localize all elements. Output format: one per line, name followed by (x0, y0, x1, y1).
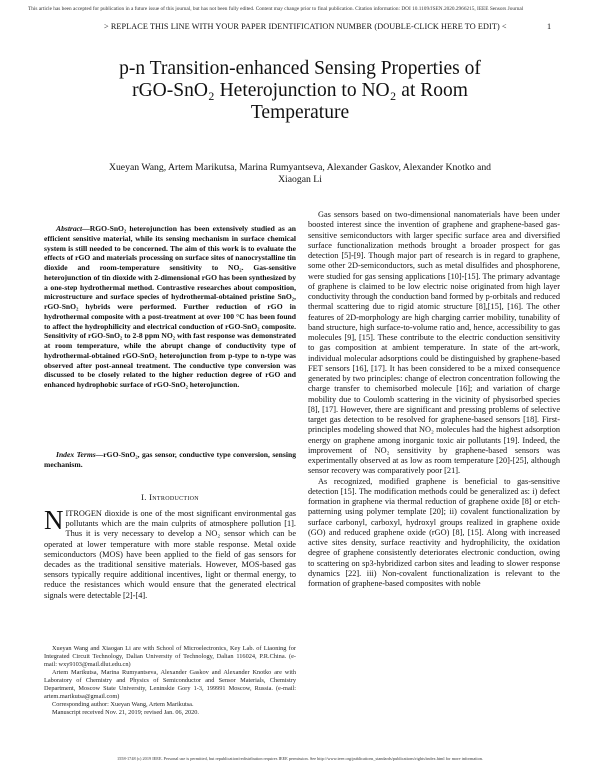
index-terms (44, 450, 296, 470)
footnote-received: Manuscript received Nov. 21, 2019; revised Jan. 06, 2020. (52, 709, 200, 716)
index-terms-lead: Index Terms (56, 450, 96, 459)
title-line-3: Temperature (250, 102, 350, 123)
footnote-corresponding: Corresponding author: Xueyan Wang, Artem Marikutsa. (52, 701, 194, 708)
author-footnotes (44, 645, 296, 717)
footnote-affiliation-2: Artem Marikutsa, Marina Rumyantseva, Alexander Gaskov and Alexander Knotko are with Laboratory of Chemistry and Physics of Semiconductor and Sensor Materials, Chemistry Department, Moscow State University, Leninskie Gory 1-3, 199991 Moscow, Russia. (e-mail: artem.marikutsa@gmail.com) (44, 669, 296, 700)
publication-notice: This article has been accepted for publication in a future issue of this journal, but has not been fully edited. Content may change prior to final publication. Citation information: DOI 10.1109/JSEN.2020.2966215, IEEE Sensors Journal (28, 6, 524, 12)
abstract (44, 224, 296, 390)
index-terms-text: —rGO-SnO₂, gas sensor, conductive type conversion, sensing mechanism. (44, 450, 296, 469)
footnote-affiliation-1: Xueyan Wang and Xiaogan Li are with School of Microelectronics, Key Lab. of Liaoning for Integrated Circuit Technology, Dalian University of Technology, Dalian 116024, P.R.China. (e-mail: wxy9103@mail.dlut.edu.cn) (44, 645, 296, 668)
paper-id-placeholder: > REPLACE THIS LINE WITH YOUR PAPER IDENTIFICATION NUMBER (DOUBLE-CLICK HERE TO EDIT) < (104, 22, 507, 31)
intro-first-word: ITROGEN (65, 509, 102, 518)
paper-title (40, 58, 560, 124)
introduction-paragraph (44, 505, 296, 601)
section-heading (44, 492, 296, 502)
body-paragraph-2: As recognized, modified graphene is beneficial to gas-sensitive detection [15]. The modification methods could be generalized as: i) defect formation in graphene via thermal reduction of graphene oxide [8] or etch-patterning using polymer template [20]; ii) covalent functionalization by surface carbonyl, carboxyl, hydroxyl groups realized in graphene oxide (GO) and reduced graphene oxide (rGO) [8], [15]. Along with increased active sites density, surface reactivity and hydrophilicity, the oxidation degree of graphene consistently deteriorates electronic conduction, owing to scattering on sp3-hybridized carbon sites and leading to slower response dynamics [22]. iii) Non-covalent functionalization is relevant to the formation of graphene-based composites with noble (308, 476, 560, 588)
section-number: I. (141, 492, 147, 502)
intro-text: dioxide is one of the most significant environmental gas pollutants which are the main culprits of atmosphere pollution [1]. Thus it is very necessary to develop a NO₂ sensor which can be operated at lower temperature with more stable response. Metal oxide semiconductors (MOS) have been applied to the field of gas sensors for decades as the traditional sensitive materials. However, MOS-based gas sensors typically require additional incentives, light or thermal energy, to reduce the resistances which would ensure that the generated electrical signals were detectable [2]-[4]. (44, 509, 296, 600)
abstract-text: —RGO-SnO₂ heterojunction has been extensively studied as an efficient sensitive material, while its sensing mechanism in surface chemical system is still needed to be concerned. The aim of this work is to evaluate the effects of rGO and materials processing on surface sites of nanocrystalline tin dioxide and room-temperature sensitivity to NO₂. Gas-sensitive heterojunction of tin dioxide with 2-dimensional rGO has been synthesized by a one-step hydrothermal method. Contrastive researches about composition, microstructure and surface species of hydrothermal-obtained pristine SnO₂, rGO-SnO₂ hybrids were performed. Further reduction of rGO in hydrothermal composite with a post-treatment at over 100 °C has been found to affect the hydrophilicity and electrical conduction of rGO-SnO₂ composite. Sensitivity of rGO-SnO₂ to 2-8 ppm NO₂ with fast response was demonstrated at room temperature, while the abrupt change of conductivity type of hydrothermal-obtained rGO-SnO₂ heterojunction from p-type to n-type was observed after post-anneal treatment. The conductive type conversion was discussed to be closely related to the higher reduction degree of rGO and enhanced hydrophobic surface of rGO-SnO₂ heterojunction. (44, 224, 296, 389)
title-line-2: rGO-SnO₂ Heterojunction to NO₂ at Room (132, 80, 468, 101)
page-number: 1 (547, 22, 552, 31)
authors-line-2: Xiaogan Li (278, 173, 322, 185)
drop-cap: N (44, 505, 64, 535)
author-list (60, 162, 540, 185)
body-paragraph-1: Gas sensors based on two-dimensional nanomaterials have been under boosted interest since the invention of graphene and graphene-based gas-sensitive semiconductors with larger specific surface area and diversified surface functionalization methods brought a broader prospect for gas detection [5]-[9]. Though major part of research is in regard to graphene, some other 2D-semiconductors, such as metal disulfides and phosphorene, were studied for gas sensing applications [10]-[15]. The primary advantage of graphene is claimed to be low electric noise originated from high layer conductivity through the conduction band formed by p-orbitals and reduced thermal scattering due to rigid atomic structure [8],[15], [16]. The other features of 2D-morphology are high charging carrier mobility, tunability of band structure, high surface-to-volume ratio and, hence, accessibility to gas molecules [9], [15]. These contribute to the electric conduction sensitivity to gas composition at ambient temperature. In state of the art-work, individual molecular adsorptions could be distinguished by graphene-based FET sensors [16], [17]. It has been considered to be a mixed consequence generated by two principles: change of electron concentration following the charge transfer to chemisorbed molecule [16]; and variation of charge mobility due to Coulomb scattering in the vicinity of physisorbed species [8], [17]. However, there are significant and pressing problems of selective target gas detection to be resolved for graphene-based sensors [18]. First-principles modeling showed that NO₂ molecules had the highest adsorption energy on graphene among inorganic toxic air pollutants [19]. Indeed, the improvement of NO₂ sensitivity by graphene-based sensors was experimentally observed at as low as room temperature [20]-[25], although sensor recovery was comparatively poor [21]. (308, 210, 560, 476)
section-title: Introduction (149, 492, 199, 502)
authors-line-1: Xueyan Wang, Artem Marikutsa, Marina Rumyantseva, Alexander Gaskov, Alexander Knotko and (108, 162, 492, 173)
right-column-body (308, 210, 560, 589)
title-line-1: p-n Transition-enhanced Sensing Properties of (119, 58, 481, 79)
copyright-footer: 1558-1748 (c) 2019 IEEE. Personal use is permitted, but republication/redistribution requires IEEE permission. See http://www.ieee.org/publications_standards/publications/rights/index.html for more information. (117, 756, 483, 761)
abstract-lead: Abstract (56, 224, 83, 233)
